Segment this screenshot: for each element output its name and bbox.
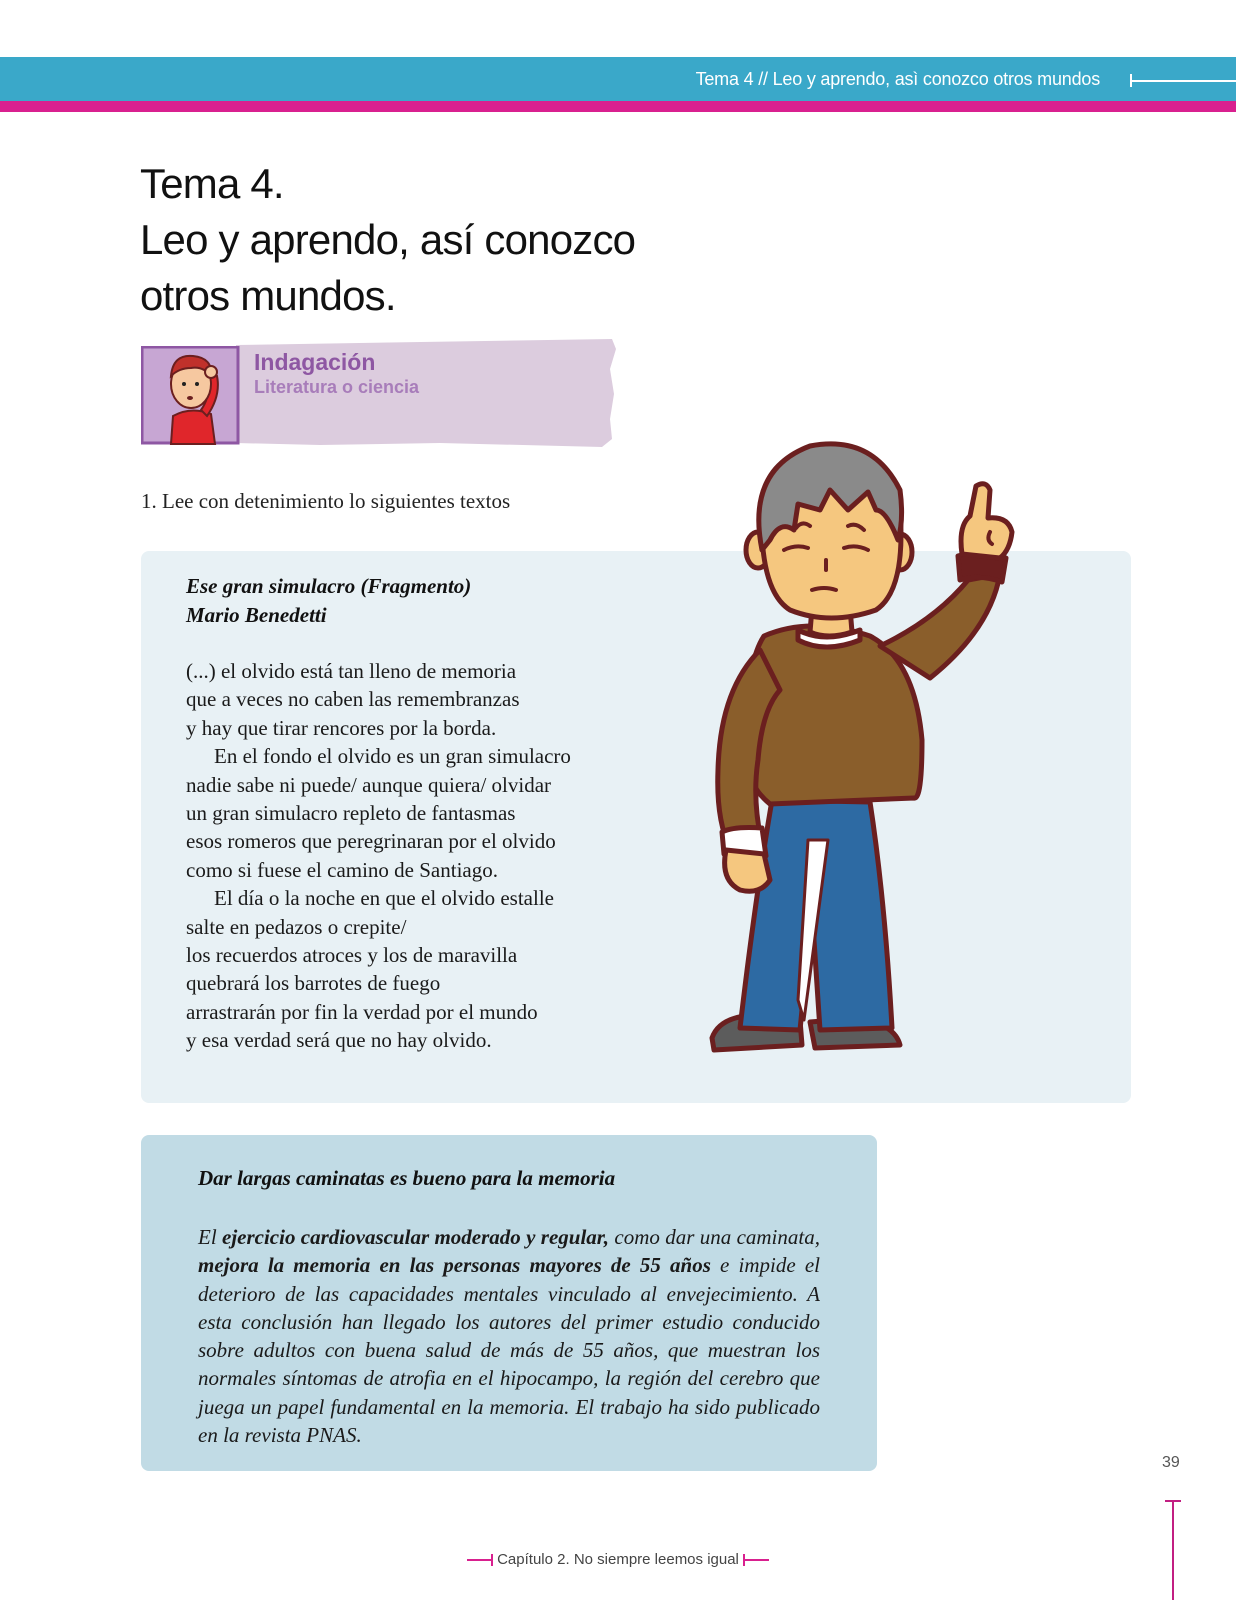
page-title <box>140 156 635 324</box>
header-accent-stripe <box>0 101 1236 112</box>
poem-line: arrastrarán por fin la verdad por el mundo <box>186 999 538 1024</box>
poem-line: los recuerdos atroces y los de maravilla <box>186 943 518 968</box>
footer-chapter-title: No siempre leemos igual <box>573 1551 739 1568</box>
poem-author: Mario Benedetti <box>186 603 327 627</box>
side-rule <box>1172 1500 1174 1600</box>
footer <box>0 1551 1236 1568</box>
poem-line: y esa verdad será que no hay olvido. <box>186 1028 492 1053</box>
article-body <box>198 1223 820 1449</box>
poem-line: esos romeros que peregrinaran por el olvido <box>186 829 556 854</box>
article-emphasis: mejora la memoria en las personas mayores de 55 años <box>198 1253 711 1278</box>
poem-line: un gran simulacro repleto de fantasmas <box>186 801 516 826</box>
boy-raising-finger-illustration <box>700 440 1050 1080</box>
running-title: Tema 4 // Leo y aprendo, asì conozco otros mundos <box>695 69 1100 89</box>
section-badge-subtitle: Literatura o ciencia <box>254 377 420 397</box>
section-badge-title: Indagación <box>254 349 376 375</box>
thinking-boy-icon <box>141 346 241 446</box>
poem-line: como si fuese el camino de Santiago. <box>186 857 498 882</box>
article-text: como dar una caminata, <box>609 1225 820 1249</box>
footer-rule-right <box>743 1559 769 1561</box>
page-number: 39 <box>1162 1454 1180 1471</box>
footer-rule-left <box>467 1559 493 1561</box>
poem-title: Ese gran simulacro (Fragmento) <box>186 574 472 598</box>
poem-heading <box>186 572 471 630</box>
poem-line: El día o la noche en que el olvido estalle <box>214 886 554 911</box>
article-text: El <box>198 1225 222 1249</box>
footer-chapter-number: Capítulo 2. <box>497 1551 570 1568</box>
poem-line: y hay que tirar rencores por la borda. <box>186 715 497 740</box>
poem-text <box>186 657 571 1055</box>
poem-line: quebrará los barrotes de fuego <box>186 971 441 996</box>
instruction-text: 1. Lee con detenimiento lo siguientes textos <box>141 489 511 513</box>
poem-line: En el fondo el olvido es un gran simulacro <box>214 744 571 769</box>
poem-line: nadie sabe ni puede/ aunque quiera/ olvidar <box>186 772 552 797</box>
article-title: Dar largas caminatas es bueno para la memoria <box>198 1166 616 1190</box>
article-emphasis: ejercicio cardiovascular moderado y regular, <box>222 1225 610 1249</box>
article-text: e impide el deterioro de las capacidades mentales vinculado al envejecimiento. A esta conclusión han llegado los autores del primer estudio conducido sobre adultos con buena salud de más de 55 años, que muestran los normales síntomas de atrofia en el hipocampo, la región del cerebro que juega un papel fundamental en la memoria. El trabajo ha sido publicado en la revista PNAS. <box>198 1253 820 1448</box>
header-rule <box>1130 80 1236 82</box>
poem-line: (...) el olvido está tan lleno de memoria <box>186 659 517 683</box>
page-title-line: Tema 4. <box>140 160 284 207</box>
poem-line: que a veces no caben las remembranzas <box>186 687 520 712</box>
poem-line: salte en pedazos o crepite/ <box>186 914 407 939</box>
page-title-line: otros mundos. <box>140 272 396 319</box>
page-title-line: Leo y aprendo, así conozco <box>140 216 636 263</box>
